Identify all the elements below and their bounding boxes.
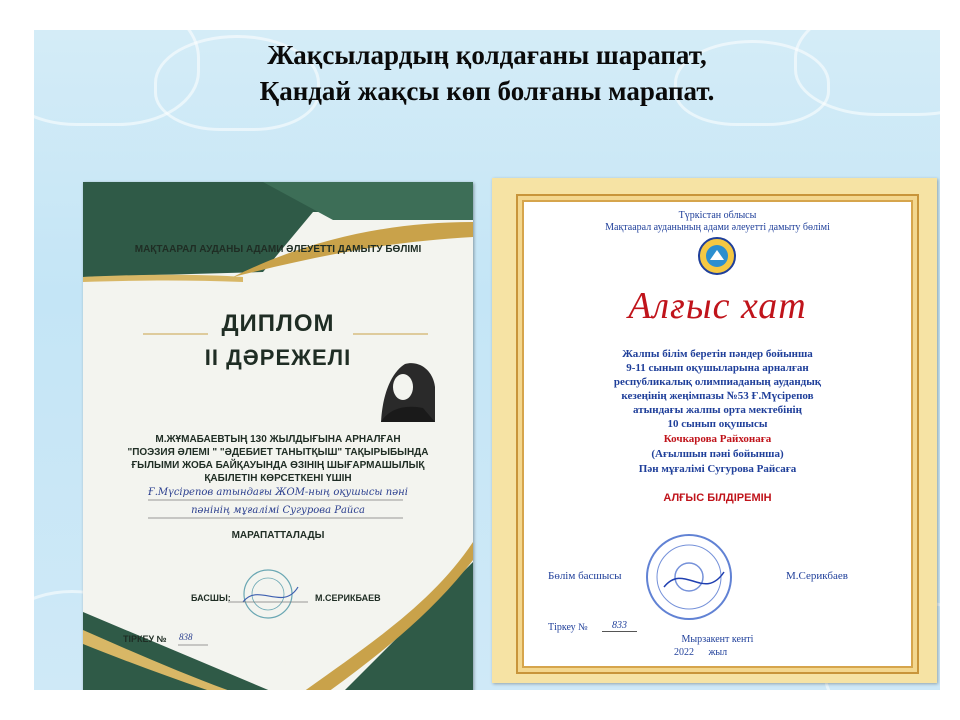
- letter-inner-frame: [522, 200, 913, 668]
- letter-year: [674, 647, 727, 658]
- diploma-body-line: ҚАБІЛЕТІН КӨРСЕТКЕНІ ҮШІН: [204, 473, 352, 484]
- diploma-body-line: "ПОЭЗИЯ ӘЛЕМІ " "ӘДЕБИЕТ ТАНЫТҚЫШ" ТАҚЫРЫБЫНДА: [127, 447, 429, 458]
- slide-background: [34, 30, 940, 690]
- diploma-body-line: М.ЖҰМАБАЕВТЫҢ 130 ЖЫЛДЫҒЫНА АРНАЛҒАН: [155, 434, 401, 445]
- letter-dept: Мақтаарал ауданының адами әлеуетті дамыту бөлімі: [605, 222, 830, 233]
- diploma-handwritten-line: пәнінің мұғалімі Сугурова Райса: [191, 505, 365, 516]
- thank-you-letter: [492, 178, 937, 683]
- diploma-body-line: ҒЫЛЫМИ ЖОБА БАЙҚАУЫНДА ӨЗІНІҢ ШЫҒАРМАШЫЛЫҚ: [131, 460, 425, 471]
- diploma-awarded: МАРАПАТТАЛАДЫ: [231, 530, 325, 541]
- diploma-handwritten-line: Ғ.Мүсірепов атындағы ЖОМ-ның оқушысы пәні: [148, 487, 408, 498]
- letter-head-name: М.Серикбаев: [786, 570, 848, 582]
- letter-reg-number: 833: [602, 620, 637, 632]
- letter-body-line: кезеңінің жеңімпазы №53 Ғ.Мүсірепов: [621, 390, 814, 402]
- diploma-certificate: [83, 182, 473, 690]
- heading-line-1: Жақсылардың қолдағаны шарапат,: [267, 40, 707, 70]
- letter-student-name: Кочкарова Райхонаға: [663, 433, 772, 445]
- diploma-year: 2023 ЖЫЛ: [257, 670, 299, 679]
- diploma-head-label: БАСШЫ:: [191, 593, 231, 603]
- letter-year-number: 2022: [674, 647, 694, 658]
- letter-place: Мырзакент кенті: [681, 634, 754, 645]
- diploma-head-name: М.СЕРИКБАЕВ: [315, 593, 381, 603]
- letter-year-suffix: жыл: [708, 647, 728, 658]
- letter-title: Алғыс хат: [628, 285, 807, 327]
- letter-body-line: Жалпы білім беретін пәндер бойынша: [622, 348, 813, 360]
- diploma-title: ДИПЛОМ: [221, 310, 335, 337]
- letter-subject: (Ағылшын пәні бойынша): [651, 448, 784, 460]
- diploma-place: МЫРЗАКЕНТ КЕНТІ: [239, 658, 317, 667]
- diploma-reg-label: ТІРКЕУ №: [123, 634, 167, 644]
- diploma-degree: II ДӘРЕЖЕЛІ: [204, 345, 352, 370]
- diploma-org: МАҚТААРАЛ АУДАНЫ АДАМИ ӘЛЕУЕТТІ ДАМЫТУ БӨЛІМІ: [134, 244, 422, 255]
- emblem-icon: [697, 236, 737, 276]
- letter-body-line: атындағы жалпы орта мектебінің: [633, 404, 802, 416]
- letter-body-line: 9-11 сынып оқушыларына арналған: [626, 362, 809, 374]
- letter-body-line: 10 сынып оқушысы: [667, 418, 768, 430]
- heading-line-2: Қандай жақсы көп болғаны марапат.: [259, 76, 715, 106]
- letter-reg-label: Тіркеу №: [548, 622, 588, 633]
- letter-head-label: Бөлім басшысы: [548, 570, 622, 582]
- diploma-reg-number: 838: [179, 632, 193, 642]
- letter-region: Түркістан облысы: [678, 210, 757, 221]
- letter-teacher: Пән мұғалімі Сугурова Райсаға: [638, 463, 797, 475]
- stamp-icon: [644, 532, 734, 622]
- letter-thanks: АЛҒЫС БІЛДІРЕМІН: [663, 492, 772, 504]
- letter-body-line: республикалық олимпиаданың аудандық: [613, 376, 822, 388]
